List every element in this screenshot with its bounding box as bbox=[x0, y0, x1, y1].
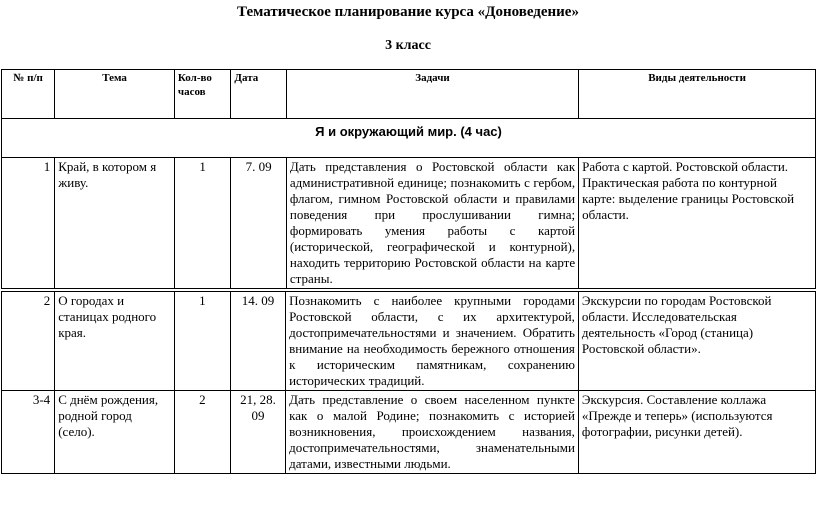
row-date: 7. 09 bbox=[231, 158, 286, 289]
page-title: Тематическое планирование курса «Доноведение» bbox=[237, 4, 579, 20]
row-activities: Экскурсия. Составление коллажа «Прежде и теперь» (используются фотографии, рисунки детей). bbox=[578, 391, 815, 474]
table-header-row bbox=[2, 70, 816, 119]
header-activities: Виды деятельности bbox=[579, 70, 816, 119]
row-hours: 1 bbox=[174, 292, 230, 391]
planning-table-continued bbox=[1, 291, 816, 474]
table-row bbox=[2, 292, 816, 391]
section-row bbox=[2, 119, 816, 158]
row-date: 21, 28. 09 bbox=[230, 391, 285, 474]
page-subtitle: 3 класс bbox=[385, 38, 431, 53]
row-tasks: Дать представление о своем населенном пункте как о малой Родине; познакомить с историей возникновения, происхождением названия, достопримечательностями, знаменательными датами, известными людьми. bbox=[286, 391, 579, 474]
header-topic: Тема bbox=[55, 70, 175, 119]
row-tasks: Дать представления о Ростовской области как административной единице; познакомить с гербом, флагом, гимном Ростовской области и правилами поведения при прослушивании гимна; формировать умения работы с картой (исторической, географической и контурной), находить территорию Ростовской области на карте страны. bbox=[286, 158, 578, 289]
header-hours: Кол-во часов bbox=[174, 70, 231, 119]
planning-table bbox=[1, 69, 816, 289]
header-num: № п/п bbox=[2, 70, 55, 119]
row-num: 3-4 bbox=[2, 391, 55, 474]
row-hours: 1 bbox=[174, 158, 231, 289]
section-title: Я и окружающий мир. (4 час) bbox=[2, 119, 816, 158]
row-hours: 2 bbox=[174, 391, 230, 474]
table-row bbox=[2, 391, 816, 474]
row-date: 14. 09 bbox=[230, 292, 285, 391]
row-topic: Край, в котором я живу. bbox=[55, 158, 175, 289]
header-tasks: Задачи bbox=[286, 70, 578, 119]
row-tasks: Познакомить с наиболее крупными городами Ростовской области, с их архитектурой, достопримечательностями и значением. Обратить внимание на необходимость бережного отношения к историческим памятникам, сохранению исторических традиций. bbox=[286, 292, 579, 391]
row-activities: Экскурсии по городам Ростовской области. Исследовательская деятельность «Город (станица) Ростовской области». bbox=[578, 292, 815, 391]
row-topic: О городах и станицах родного края. bbox=[55, 292, 175, 391]
table-row bbox=[2, 158, 816, 289]
row-num: 1 bbox=[2, 158, 55, 289]
row-activities: Работа с картой. Ростовской области. Практическая работа по контурной карте: выделение границы Ростовской области. bbox=[579, 158, 816, 289]
row-num: 2 bbox=[2, 292, 55, 391]
header-date: Дата bbox=[231, 70, 286, 119]
row-topic: С днём рождения, родной город (село). bbox=[55, 391, 175, 474]
